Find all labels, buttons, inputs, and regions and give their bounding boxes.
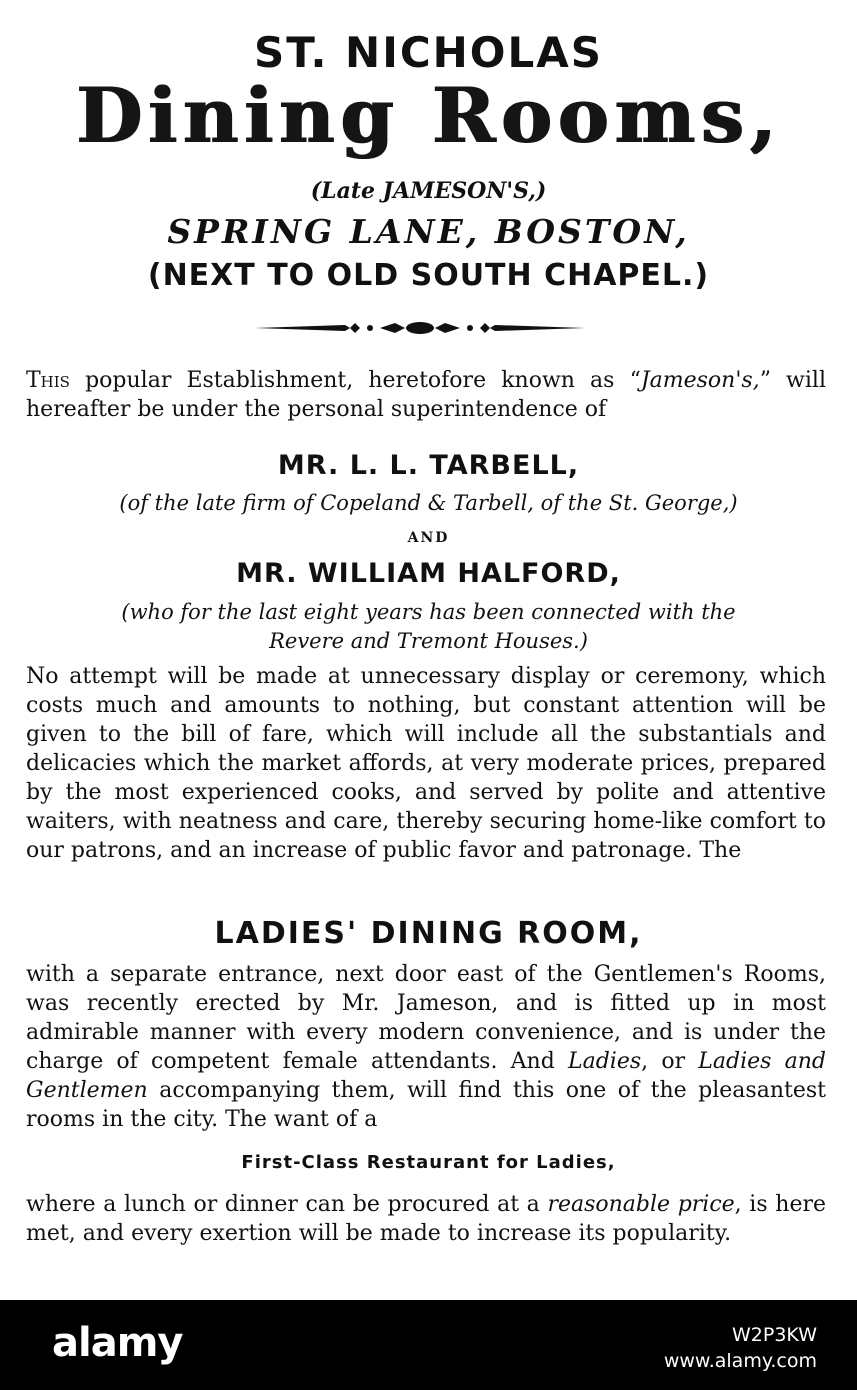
closing-paragraph: where a lunch or dinner can be procured at a reasonable price, is here met, and every exertion will be made to increase its popularity. (26, 1192, 826, 1246)
heading-dining-rooms: Dining Rooms, (75, 71, 782, 160)
proprietor-name-tarbell: MR. L. L. TARBELL, (277, 450, 580, 481)
restaurant-for-ladies-heading: First-Class Restaurant for Ladies, (241, 1152, 616, 1173)
tarbell-note: (of the late firm of Copeland & Tarbell, of the St. George,) (119, 491, 738, 515)
halford-note: (who for the last eight years has been connected with the Revere and Tremont Houses.) (121, 600, 736, 653)
intro-paragraph: This popular Establishment, heretofore known as “Jameson's,” will hereafter be under the personal superintendence of (26, 368, 826, 422)
ornamental-rule-divider (255, 318, 585, 338)
site-url: www.alamy.com (663, 1350, 817, 1372)
intro-lead-word: This (26, 368, 70, 393)
watermark-meta (664, 1322, 817, 1374)
proprietor-name-halford: MR. WILLIAM HALFORD, (236, 558, 621, 589)
ladies-room-paragraph: with a separate entrance, next door east of the Gentlemen's Rooms, was recently erected by Mr. Jameson, and is fitted up in most admirable manner with every modern convenience, and is under the charge of competent female attendants. And Ladies, or Ladies and Gentlemen accompanying them, will find this one of the pleasantest rooms in the city. The want of a (26, 962, 826, 1132)
and-connector: AND (407, 530, 450, 546)
location-note: (NEXT TO OLD SOUTH CHAPEL.) (147, 258, 710, 293)
image-id: W2P3KW (732, 1324, 817, 1346)
alamy-logo: alamy (52, 1320, 183, 1366)
subheading-late-jamesons: (Late JAMESON'S,) (310, 178, 547, 204)
intro-jamesons-italic: Jameson's, (640, 368, 760, 393)
heading-st-nicholas: ST. NICHOLAS (253, 28, 604, 77)
address-line: SPRING LANE, BOSTON, (167, 212, 690, 251)
stock-watermark-bar (0, 1300, 857, 1390)
ladies-dining-room-heading: LADIES' DINING ROOM, (214, 916, 643, 951)
service-paragraph: No attempt will be made at unnecessary display or ceremony, which costs much and amounts to nothing, but constant attention will be given to the bill of fare, which will include all the substantials and delicacies which the market affords, at very moderate prices, prepared by the most experienced cooks, and served by polite and attentive waiters, with neatness and care, thereby securing home-like comfort to our patrons, and an increase of public favor and patronage. The (26, 664, 826, 863)
